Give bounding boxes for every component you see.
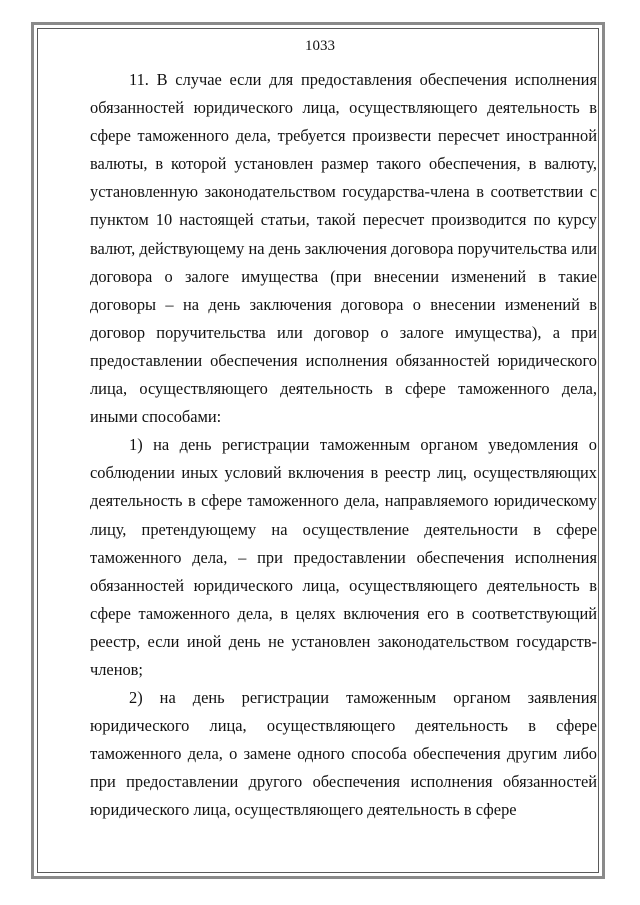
paragraph-subitem-1: 1) на день регистрации таможенным органом уведомления о соблюдении иных условий включения в реестр лиц, осуществляющих деятельность в сфере таможенного дела, направляемого юридическому лицу, претендующему на осуществление деятельности в сфере таможенного дела, – при предоставлении обеспечения исполнения обязанностей юридического лица, осуществляющего деятельность в сфере таможенного дела, в целях включения его в соответствующий реестр, если иной день не установлен законодательством государств-членов;: [90, 435, 597, 679]
paragraph-subitem-2: 2) на день регистрации таможенным органом заявления юридического лица, осуществляющего деятельность в сфере таможенного дела, о замене одного способа обеспечения другим либо при предоставлении другого обеспечения исполнения обязанностей юридического лица, осуществляющего деятельность в сфере: [90, 688, 597, 820]
paragraph-item-11: 11. В случае если для предоставления обеспечения исполнения обязанностей юридического лица, осуществляющего деятельность в сфере таможенного дела, требуется произвести пересчет иностранной валюты, в которой установлен размер такого обеспечения, в валюту, установленную законодательством государства-члена в соответствии с пунктом 10 настоящей статьи, такой пересчет производится по курсу валют, действующему на день заключения договора поручительства или договора о залоге имущества (при внесении изменений в такие договоры – на день заключения договора о внесении изменений в договор поручительства или договор о залоге имущества), а при предоставлении обеспечения исполнения обязанностей юридического лица, осуществляющего деятельность в сфере таможенного дела, иными способами:: [90, 70, 597, 427]
document-body: [90, 66, 597, 825]
page-number: 1033: [305, 38, 335, 54]
